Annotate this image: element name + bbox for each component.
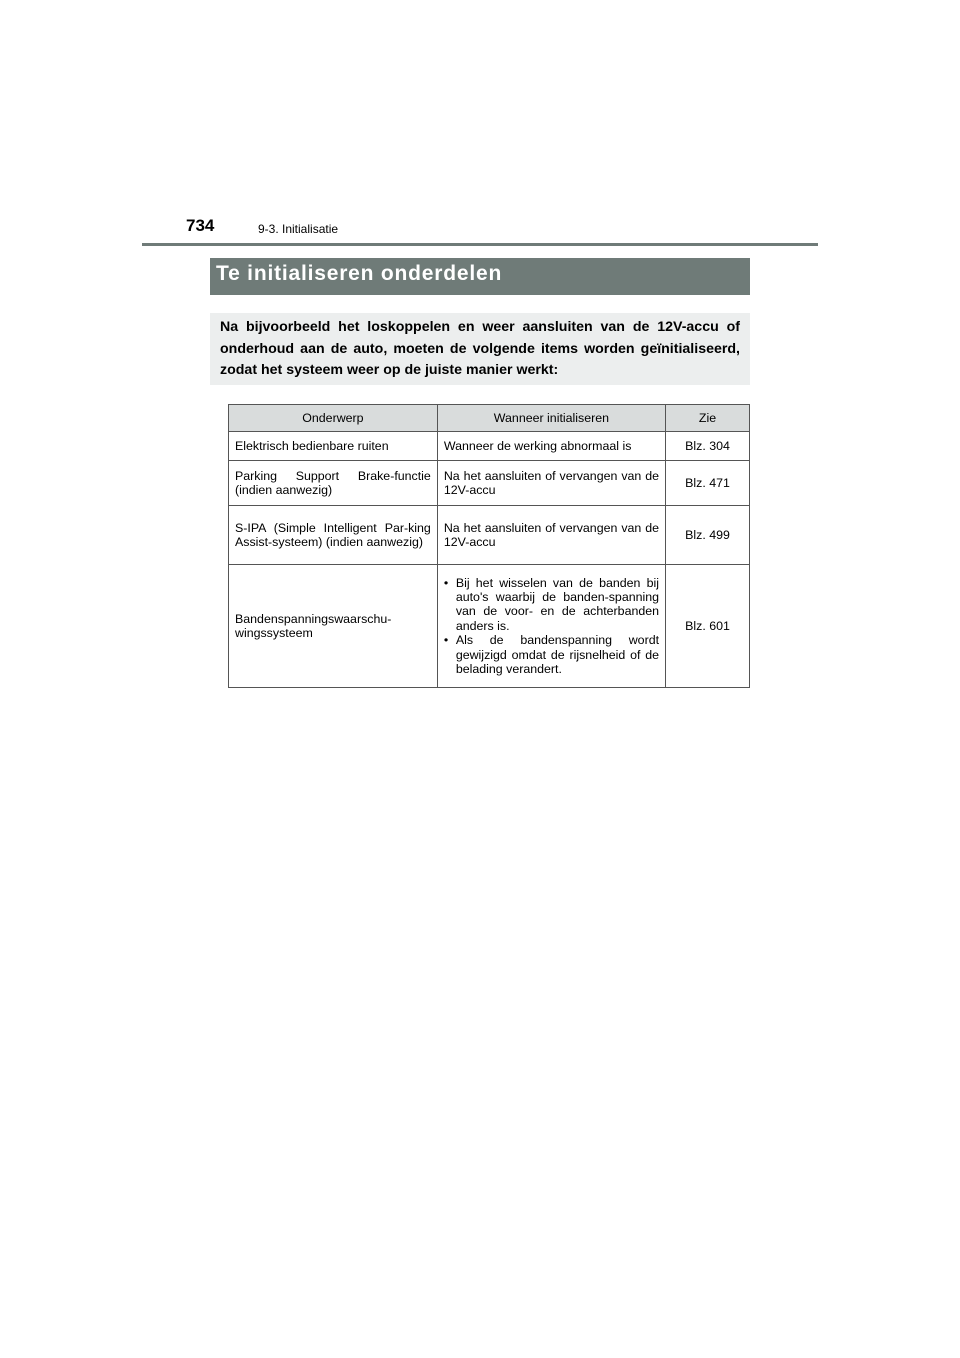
column-header-see: Zie [666, 405, 750, 432]
table-cell-when [437, 565, 665, 688]
table-cell-when: Na het aansluiten of vervangen van de 12V-accu [437, 461, 665, 506]
section-label: 9-3. Initialisatie [258, 222, 339, 236]
bullet-item [444, 633, 659, 676]
page-number: 734 [186, 216, 215, 235]
header-divider [142, 243, 818, 246]
bullet-symbol: • [443, 633, 449, 648]
column-header-subject: Onderwerp [229, 405, 438, 432]
table-cell-ref: Blz. 499 [666, 506, 750, 565]
section-title: Te initialiseren onderdelen [216, 262, 503, 285]
table-row [229, 565, 750, 688]
initialization-table [228, 404, 750, 688]
table-cell-ref: Blz. 601 [666, 565, 750, 688]
bullet-text: Als de bandenspanning wordt gewijzigd omdat de rijsnelheid of de belading verandert. [455, 633, 660, 677]
table-row [229, 461, 750, 506]
table-cell-ref: Blz. 304 [666, 432, 750, 461]
table-cell-item: Elektrisch bedienbare ruiten [229, 432, 438, 461]
intro-box [210, 313, 750, 385]
table-row [229, 432, 750, 461]
section-title-bar [210, 258, 750, 295]
bullet-list [444, 576, 659, 677]
table-cell-ref: Blz. 471 [666, 461, 750, 506]
bullet-item [444, 576, 659, 634]
bullet-symbol: • [443, 575, 449, 590]
column-header-when: Wanneer initialiseren [437, 405, 665, 432]
table-header-row [229, 405, 750, 432]
table-cell-when: Wanneer de werking abnormaal is [437, 432, 665, 461]
table-cell-item: S-IPA (Simple Intelligent Par-king Assist-systeem) (indien aanwezig) [229, 506, 438, 565]
table-row [229, 506, 750, 565]
table-cell-item: Bandenspanningswaarschu-wingssysteem [229, 565, 438, 688]
bullet-text: Bij het wisselen van de banden bij auto's waarbij de banden-spanning van de voor- en de achterbanden anders is. [455, 575, 660, 633]
intro-text: Na bijvoorbeeld het loskoppelen en weer aansluiten van de 12V-accu of onderhoud aan de auto, moeten de volgende items worden geïnitialiseerd, zodat het systeem weer op de juiste manier werkt: [220, 319, 740, 378]
table-cell-item: Parking Support Brake-functie (indien aanwezig) [229, 461, 438, 506]
table-cell-when: Na het aansluiten of vervangen van de 12V-accu [437, 506, 665, 565]
